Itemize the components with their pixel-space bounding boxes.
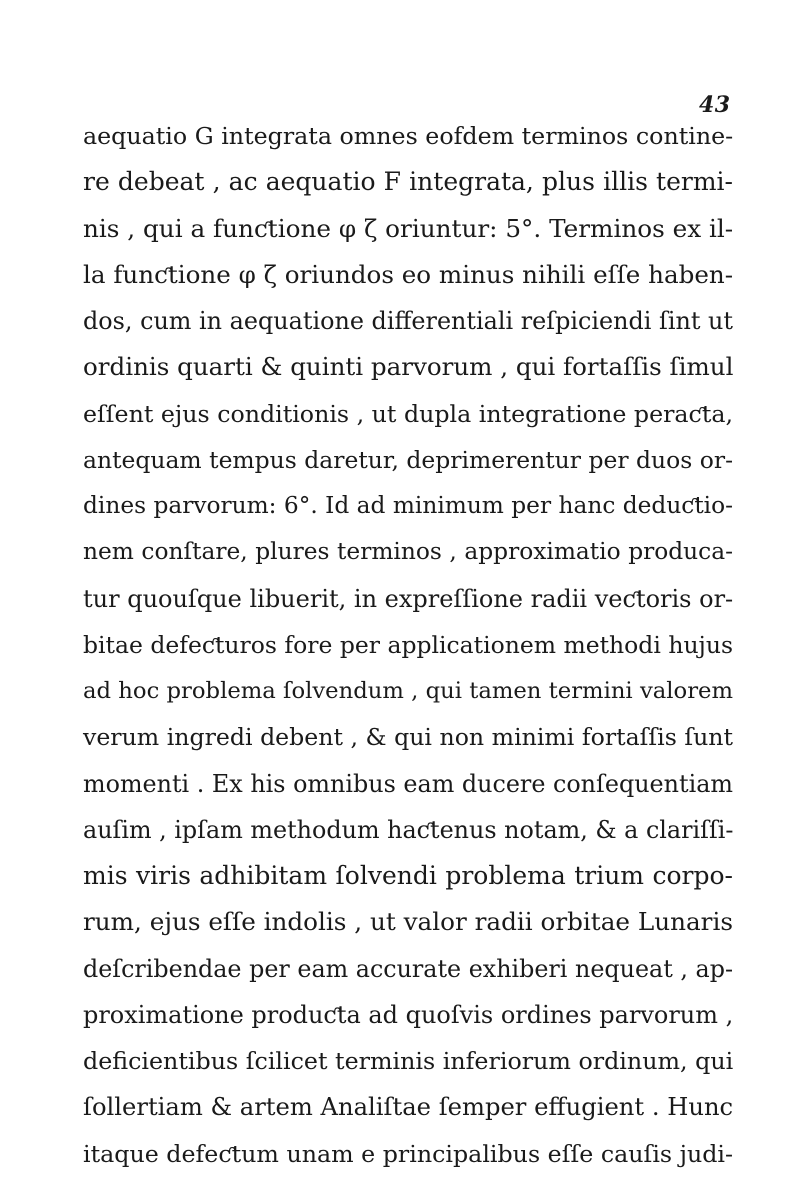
text-line: dos, cum in aequatione differentiali reſpiciendi ſint ut bbox=[83, 307, 733, 335]
text-line: ordinis quarti & quinti parvorum , qui fortaſſis ſimul bbox=[83, 352, 734, 382]
text-line: dines parvorum: 6°. Id ad minimum per hanc deduƈtio- bbox=[83, 492, 733, 519]
text-line: momenti . Ex his omnibus eam ducere conſequentiam bbox=[83, 769, 733, 798]
text-line: ad hoc problema ſolvendum , qui tamen termini valorem bbox=[83, 678, 733, 704]
body-text bbox=[83, 113, 733, 1177]
text-line: eſſent ejus conditionis , ut dupla integratione peraƈta, bbox=[83, 399, 733, 428]
text-line: la funƈtione φ ζ oriundos eo minus nihili eſſe haben- bbox=[83, 259, 734, 289]
text-line: verum ingredi debent , & qui non minimi fortaſſis ſunt bbox=[83, 723, 733, 752]
text-line: antequam tempus daretur, deprimerentur per duos or- bbox=[83, 445, 733, 474]
text-line: deficientibus ſcilicet terminis inferiorum ordinum, qui bbox=[83, 1047, 734, 1075]
text-line: bitae defeƈturos fore per applicationem methodi hujus bbox=[83, 630, 733, 659]
text-line: ſollertiam & artem Analiſtae ſemper effugient . Hunc bbox=[83, 1093, 734, 1122]
page-number: 43 bbox=[699, 92, 731, 118]
text-line: rum, ejus eſſe indolis , ut valor radii orbitae Lunaris bbox=[83, 907, 733, 937]
text-line: auſim , ipſam methodum haƈtenus notam, & a clariſſi- bbox=[83, 815, 734, 844]
text-line: mis viris adhibitam ſolvendi problema trium corpo- bbox=[83, 861, 733, 890]
text-line: aequatio G integrata omnes eofdem terminos contine- bbox=[83, 122, 734, 150]
text-line: re debeat , ac aequatio F integrata, plus illis termi- bbox=[83, 167, 733, 197]
text-line: itaque defeƈtum unam e principalibus eſſe cauſis judi- bbox=[83, 1139, 734, 1168]
text-line: proximatione produƈta ad quoſvis ordines parvorum , bbox=[83, 1000, 734, 1029]
text-line: nis , qui a funƈtione φ ζ oriuntur: 5°. Terminos ex il- bbox=[83, 213, 734, 243]
text-line: nem conſtare, plures terminos , approximatio produca- bbox=[83, 538, 733, 566]
text-line: tur quouſque libuerit, in expreſſione radii veƈtoris or- bbox=[83, 584, 734, 613]
text-line: deſcribendae per eam accurate exhiberi nequeat , ap- bbox=[83, 954, 733, 983]
